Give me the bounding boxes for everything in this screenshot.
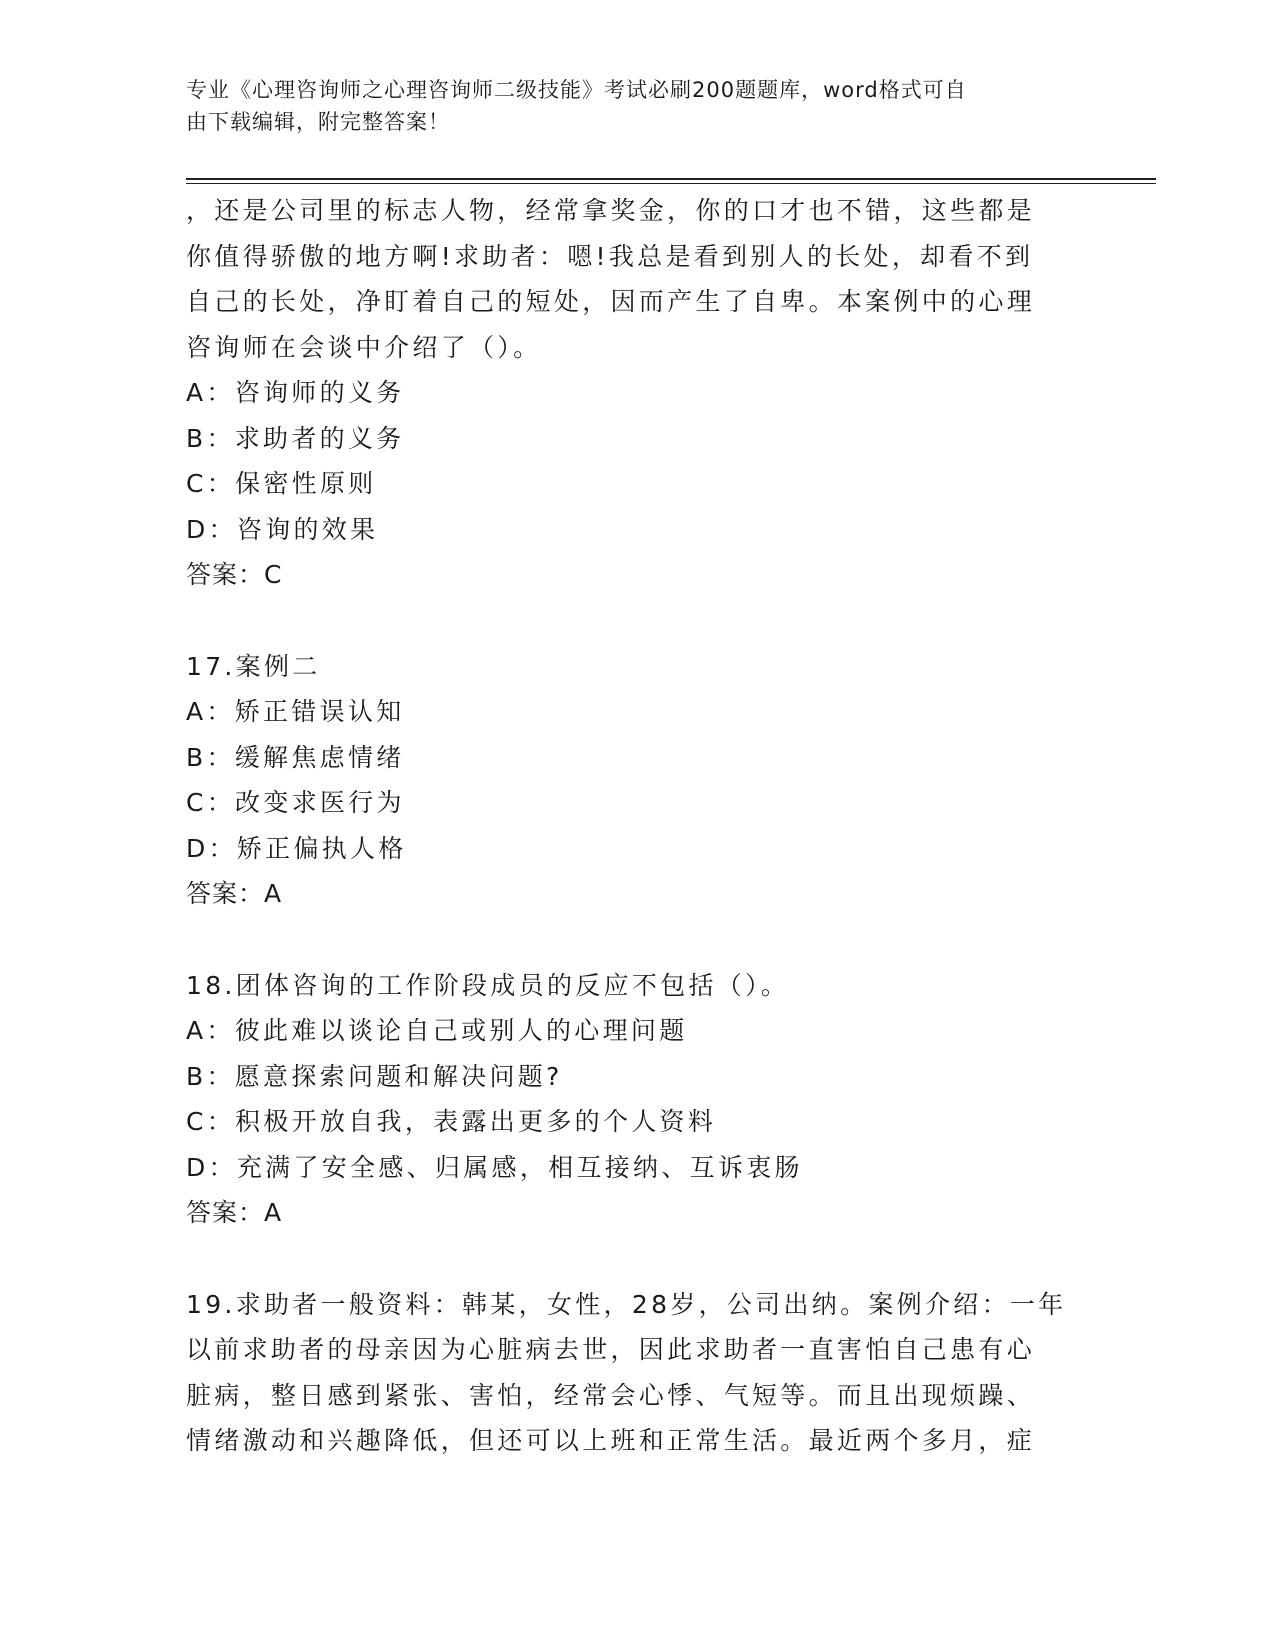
document-body: [186, 188, 1086, 1464]
header-divider-thin: [186, 183, 1156, 184]
option-c: C：保密性原则: [186, 469, 377, 498]
question-18: [186, 963, 1086, 1236]
option-b: B：缓解焦虑情绪: [186, 742, 405, 772]
document-header: [186, 74, 1056, 138]
option-b: B：愿意探索问题和解决问题?: [186, 1061, 563, 1091]
question-text-line: ，还是公司里的标志人物，经常拿奖金，你的口才也不错，这些都是: [186, 196, 1036, 225]
option-c: C：积极开放自我，表露出更多的个人资料: [186, 1107, 717, 1136]
option-d: D：咨询的效果: [186, 514, 379, 544]
spacer: [186, 917, 1086, 963]
header-line-2: 由下载编辑，附完整答案！: [186, 110, 450, 134]
option-a: A：矫正错误认知: [186, 697, 405, 726]
question-text-line: 情绪激动和兴趣降低，但还可以上班和正常生活。最近两个多月，症: [186, 1426, 1036, 1455]
option-d: D：充满了安全感、归属感，相互接纳、互诉衷肠: [186, 1152, 803, 1182]
option-c: C：改变求医行为: [186, 788, 405, 817]
question-19: [186, 1282, 1086, 1464]
spacer: [186, 598, 1086, 644]
question-title: 18.团体咨询的工作阶段成员的反应不包括（）。: [186, 970, 790, 1000]
question-17: [186, 644, 1086, 917]
answer: 答案：C: [186, 560, 283, 589]
spacer: [186, 1236, 1086, 1282]
question-text-line: 你值得骄傲的地方啊!求助者：嗯!我总是看到别人的长处，却看不到: [186, 241, 1034, 271]
question-16: [186, 188, 1086, 598]
question-text-line: 以前求助者的母亲因为心脏病去世，因此求助者一直害怕自己患有心: [186, 1335, 1036, 1364]
option-d: D：矫正偏执人格: [186, 833, 407, 863]
question-text-line: 脏病，整日感到紧张、害怕，经常会心悸、气短等。而且出现烦躁、: [186, 1380, 1036, 1410]
question-text-line: 19.求助者一般资料：韩某，女性，28岁，公司出纳。案例介绍：一年: [186, 1289, 1067, 1319]
option-a: A：咨询师的义务: [186, 378, 405, 407]
answer: 答案：A: [186, 879, 283, 908]
question-text-line: 自己的长处，净盯着自己的短处，因而产生了自卑。本案例中的心理: [186, 287, 1036, 316]
option-b: B：求助者的义务: [186, 423, 405, 453]
header-line-1: 专业《心理咨询师之心理咨询师二级技能》考试必刷200题题库，word格式可自: [186, 78, 967, 102]
question-title: 17.案例二: [186, 651, 321, 681]
option-a: A：彼此难以谈论自己或别人的心理问题: [186, 1016, 688, 1045]
header-divider-thick: [186, 178, 1156, 180]
answer: 答案：A: [186, 1198, 283, 1227]
question-text-line: 咨询师在会谈中介绍了（）。: [186, 332, 542, 362]
